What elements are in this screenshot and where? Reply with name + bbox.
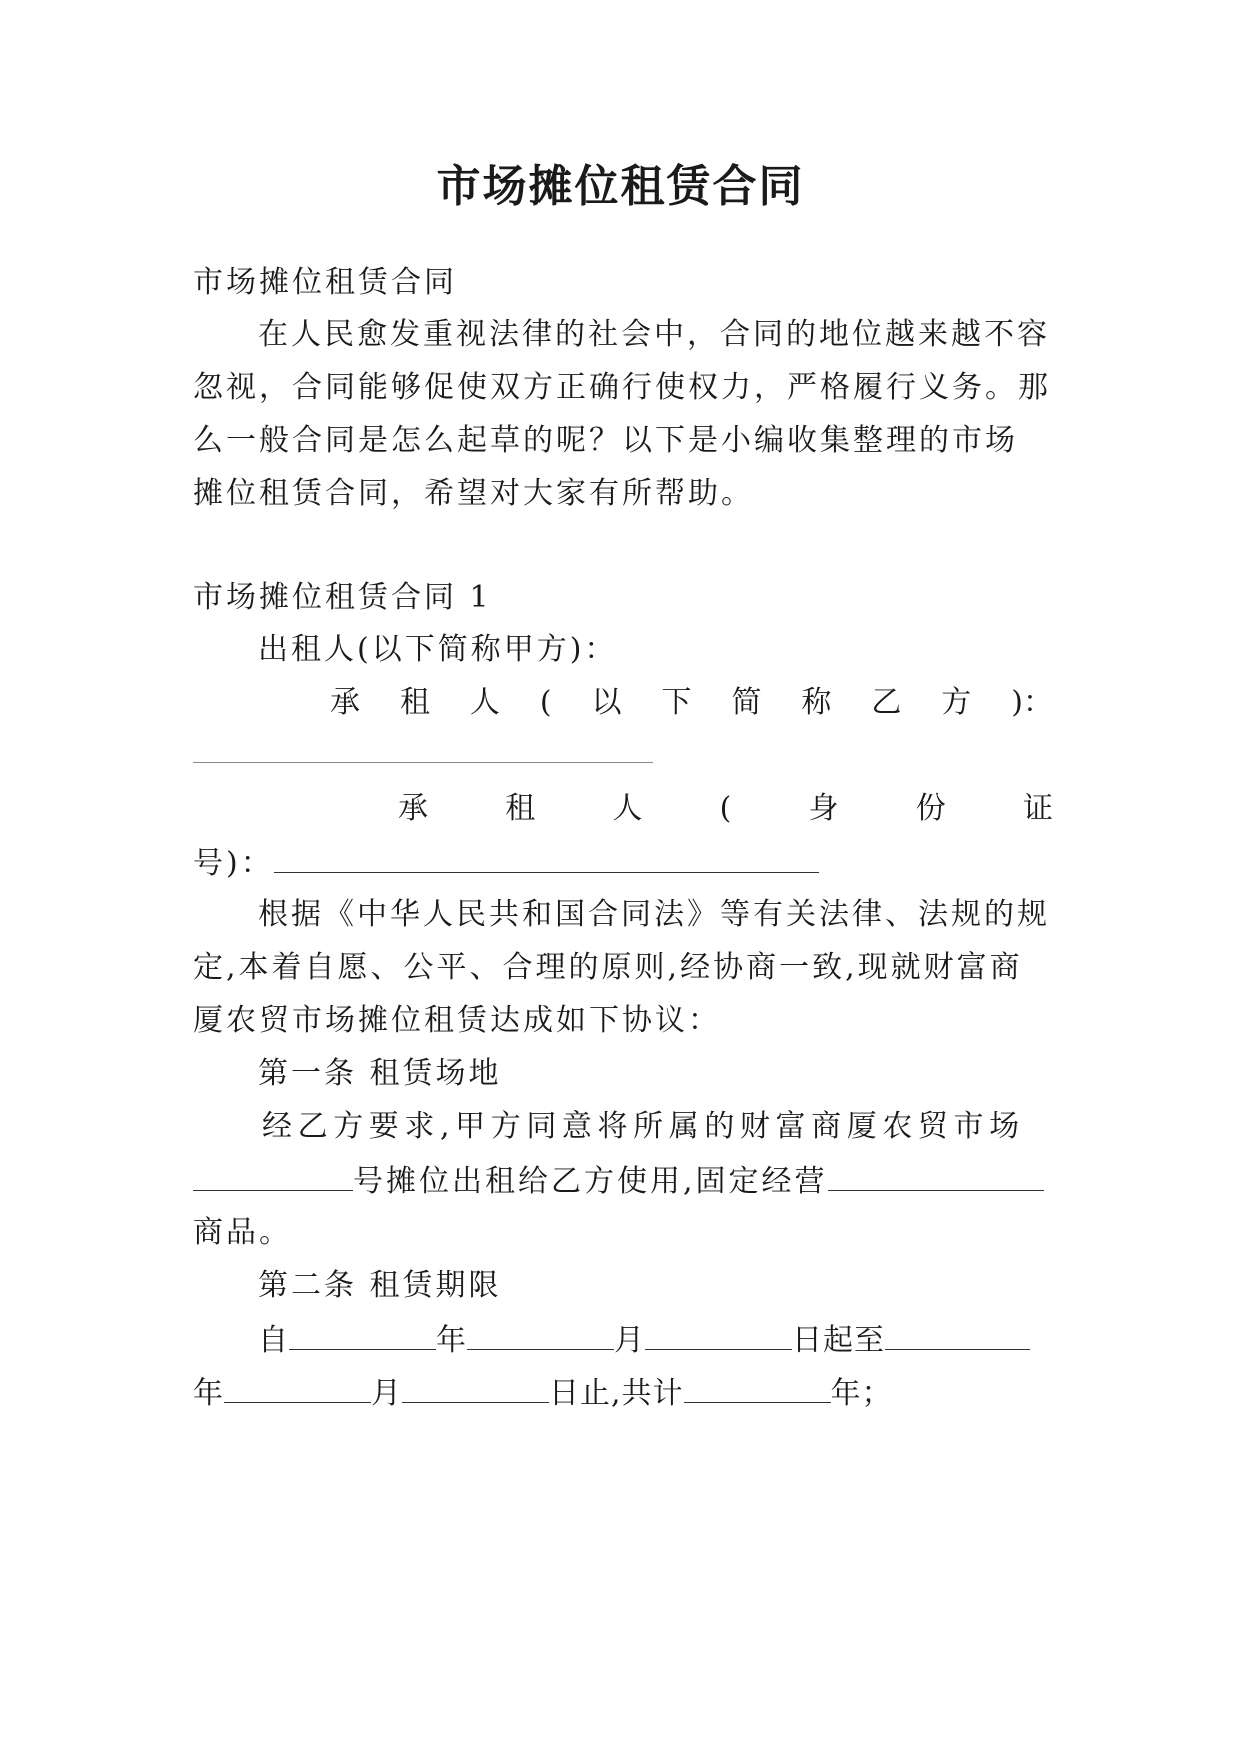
intro-line-3: 么一般合同是怎么起草的呢？以下是小编收集整理的市场 (193, 423, 1018, 458)
lessee-char: 方 (941, 685, 972, 720)
term-month-label: 月 (614, 1323, 645, 1358)
intro-heading: 市场摊位租赁合同 (193, 265, 457, 300)
end-day-blank[interactable] (402, 1372, 549, 1403)
article-1-mid: 号摊位出租给乙方使用,固定经营 (353, 1164, 828, 1199)
id-char: 租 (505, 791, 536, 826)
term-month2-label: 月 (371, 1376, 402, 1411)
id-char: 份 (915, 791, 946, 826)
term-year2-label: 年 (193, 1376, 224, 1411)
contract-heading: 市场摊位租赁合同 1 (193, 580, 492, 615)
article-1-line-1: 经乙方要求,甲方同意将所属的财富商厦农贸市场 (262, 1109, 1025, 1144)
lessee-char: 承 (330, 685, 360, 720)
lessee-char: 租 (399, 685, 430, 720)
term-year-label: 年 (436, 1323, 467, 1358)
total-years-blank[interactable] (684, 1372, 831, 1403)
intro-line-4: 摊位租赁合同，希望对大家有所帮助。 (193, 476, 754, 511)
id-char: 人 (612, 791, 643, 826)
lessor-line: 出租人(以下简称甲方)： (258, 632, 618, 667)
lessee-char: ( (539, 685, 552, 720)
id-end-label: 号)： (193, 846, 274, 881)
lessee-blank-rule (193, 762, 653, 763)
article-1-title: 第一条 租赁场地 (258, 1056, 502, 1091)
id-char: 承 (398, 791, 428, 826)
start-day-blank[interactable] (645, 1319, 792, 1350)
basis-line-3: 厦农贸市场摊位租赁达成如下协议： (193, 1003, 721, 1038)
article-1-end: 商品。 (193, 1215, 292, 1250)
id-char: 证 (1022, 791, 1053, 826)
term-years-end-label: 年； (830, 1376, 893, 1411)
term-from-label: 自 (258, 1323, 289, 1358)
start-year-blank[interactable] (289, 1319, 436, 1350)
article-1-line-2 (193, 1160, 1053, 1202)
intro-line-1: 在人民愈发重视法律的社会中，合同的地位越来越不容 (258, 317, 1050, 352)
article-2-title: 第二条 租赁期限 (258, 1268, 502, 1303)
end-month-blank[interactable] (224, 1372, 371, 1403)
term-day-to-label: 日起至 (792, 1323, 885, 1358)
lessee-char: 人 (469, 685, 500, 720)
id-char: ( (719, 791, 732, 826)
lessee-char: )： (1011, 685, 1053, 720)
lessee-char: 称 (801, 685, 832, 720)
id-char: 身 (808, 791, 839, 826)
intro-line-2: 忽视，合同能够促使双方正确行使权力，严格履行义务。那 (193, 370, 1051, 405)
stall-number-blank[interactable] (193, 1160, 353, 1191)
document-title: 市场摊位租赁合同 (436, 161, 805, 212)
basis-line-2: 定,本着自愿、公平、合理的原则,经协商一致,现就财富商 (193, 950, 1023, 985)
lessee-char: 简 (731, 685, 762, 720)
id-number-line (193, 842, 1053, 884)
lessee-char: 乙 (871, 685, 902, 720)
id-line (398, 789, 1053, 829)
goods-blank[interactable] (828, 1160, 1044, 1191)
start-month-blank[interactable] (467, 1319, 614, 1350)
term-line-1 (258, 1319, 1053, 1361)
lessee-line (330, 683, 1053, 723)
lessee-char: 下 (661, 685, 692, 720)
id-number-blank[interactable] (274, 842, 819, 873)
end-year-blank[interactable] (885, 1319, 1030, 1350)
basis-line-1: 根据《中华人民共和国合同法》等有关法律、法规的规 (258, 897, 1050, 932)
term-day-end-label: 日止,共计 (549, 1376, 684, 1411)
lessee-char: 以 (591, 685, 622, 720)
term-line-2 (193, 1372, 1053, 1414)
